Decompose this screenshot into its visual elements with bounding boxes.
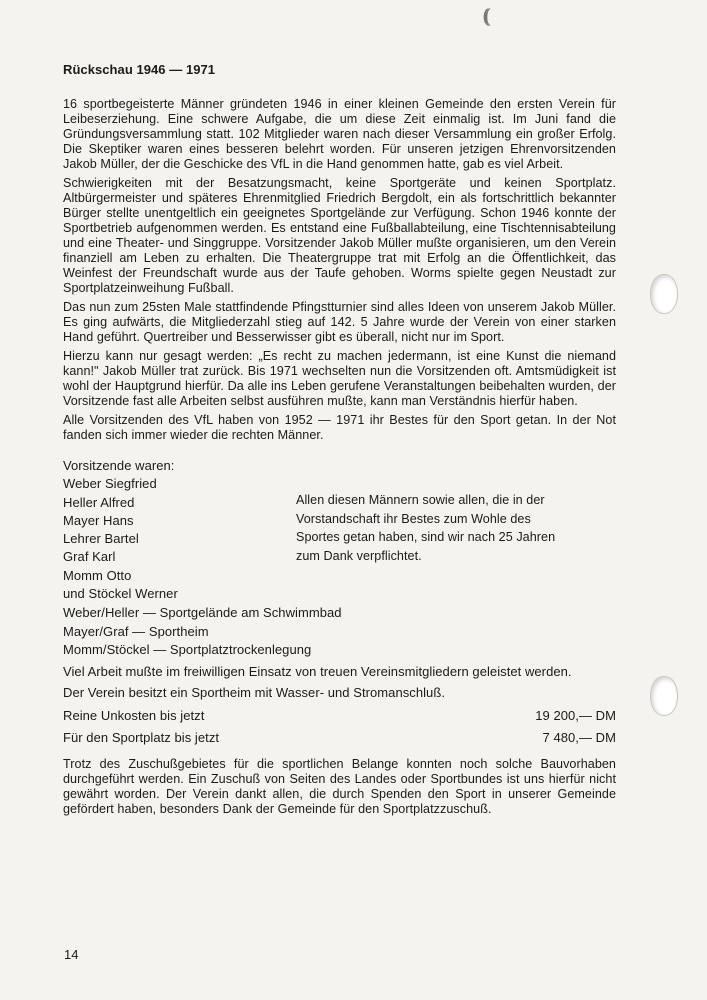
- page-number: 14: [64, 947, 79, 962]
- chair-name: Heller Alfred: [63, 494, 135, 510]
- sportheim-paragraph: Der Verein besitzt ein Sportheim mit Wasser- und Stromanschluß.: [63, 684, 445, 700]
- cost-amount: 19 200,— DM: [535, 707, 616, 723]
- chairs-section: [63, 457, 616, 602]
- duty-item: Weber/Heller — Sportgelände am Schwimmbad: [63, 605, 342, 620]
- chair-name: Mayer Hans: [63, 512, 134, 528]
- chair-name: Graf Karl: [63, 549, 116, 565]
- chair-name: und Stöckel Werner: [63, 586, 178, 602]
- duty-item: Momm/Stöckel — Sportplatztrockenlegung: [63, 642, 312, 657]
- punch-hole: [650, 676, 678, 716]
- thanks-line: Sportes getan haben, sind wir nach 25 Jahren: [296, 530, 556, 545]
- thanks-note: [296, 491, 626, 565]
- chairs-list: [63, 457, 283, 603]
- chair-name: Lehrer Bartel: [63, 531, 139, 547]
- facilities-section: [63, 663, 616, 701]
- duties-list: [63, 604, 616, 660]
- paragraph: Das nun zum 25sten Male stattfindende Pfingstturnier sind alles Ideen von unserem Jakob Müller. Es ging aufwärts, die Mitgliederzahl stieg auf 142. 5 Jahre wurde der Verein von einer starken Hand geführt. Quertreiber und Besserwisser gibt es überall, nicht nur im Sport.: [63, 300, 616, 344]
- article: [63, 62, 616, 821]
- thanks-line: Allen diesen Männern sowie allen, die in der: [296, 493, 545, 507]
- chair-name: Weber Siegfried: [63, 476, 157, 492]
- corner-mark: ((: [482, 4, 486, 28]
- page-title: Rückschau 1946 — 1971: [63, 62, 216, 77]
- cost-label: Für den Sportplatz bis jetzt: [63, 729, 220, 745]
- punch-hole: [650, 274, 678, 314]
- cost-row: [63, 705, 616, 727]
- chairs-heading: Vorsitzende waren:: [63, 458, 175, 473]
- paragraph: Alle Vorsitzenden des VfL haben von 1952 — 1971 ihr Bestes für den Sport getan. In der Not fanden sich immer wieder die rechten Männer.: [63, 413, 616, 442]
- paragraph: Hierzu kann nur gesagt werden: „Es recht zu machen jedermann, ist eine Kunst die niemand kann!" Jakob Müller trat zurück. Bis 1971 wechselten nun die Vorsitzenden oft. Amtsmüdigkeit ist wohl der Hauptgrund hierfür. Da alle ins Leben gerufene Veranstaltungen beibehalten wurden, der Vorsitzende fast alle Arbeiten selbst ausführen mußte, kann man Verständnis hierfür haben.: [63, 349, 616, 408]
- paragraph: 16 sportbegeisterte Männer gründeten 1946 in einer kleinen Gemeinde den ersten Verein für Leibeserziehung. Eine schwere Aufgabe, die um diese Zeit einmalig ist. Im Juni fand die Gründungsversammlung statt. 102 Mitglieder waren nach dieser Versammlung ein großer Erfolg. Die Skeptiker waren eines besseren belehrt worden. Für unseren jetzigen Ehrenvorsitzenden Jakob Müller, der die Geschicke des VfL in die Hand genommen hatte, gab es viel Arbeit.: [63, 97, 616, 171]
- cost-amount: 7 480,— DM: [542, 729, 616, 745]
- duty-item: Mayer/Graf — Sportheim: [63, 623, 209, 639]
- paragraph: Schwierigkeiten mit der Besatzungsmacht, keine Sportgeräte und keinen Sportplatz. Altbürgermeister und späteres Ehrenmitglied Friedrich Bergdolt, ein als fortschrittlich bekannter Bürger stellte unentgeltlich ein geeignetes Sportgelände zur Verfügung. Schon 1946 konnte der Sportbetrieb aufgenommen werden. Es entstand eine Fußballabteilung, eine Tischtennisabteilung und eine Theater- und Singgruppe. Vorsitzender Jakob Müller mußte organisieren, um den Verein finanziell am Leben zu erhalten. Die Theatergruppe trat mit Erfolg an die Öffentlichkeit, das Weinfest der Freundschaft wurde aus der Taufe gehoben. Worms spielte gegen Neustadt zur Sportplatzeinweihung Fußball.: [63, 176, 616, 295]
- chair-name: Momm Otto: [63, 567, 132, 583]
- thanks-line: zum Dank verpflichtet.: [296, 548, 422, 563]
- thanks-line: Vorstandschaft ihr Bestes zum Wohle des: [296, 511, 531, 526]
- volunteer-paragraph: Viel Arbeit mußte im freiwilligen Einsatz von treuen Vereinsmitgliedern geleistet werden.: [63, 663, 572, 679]
- cost-label: Reine Unkosten bis jetzt: [63, 707, 205, 723]
- closing-paragraph: Trotz des Zuschußgebietes für die sportlichen Belange konnten noch solche Bauvorhaben durchgeführt werden. Ein Zuschuß von Seiten des Landes oder Sportbundes ist uns hierfür nicht gewährt worden. Der Verein dankt allen, die durch Spenden den Sport in unserer Gemeinde gefördert haben, besonders Dank der Gemeinde für den Sportplatzzuschuß.: [63, 756, 616, 816]
- cost-row: [63, 727, 616, 749]
